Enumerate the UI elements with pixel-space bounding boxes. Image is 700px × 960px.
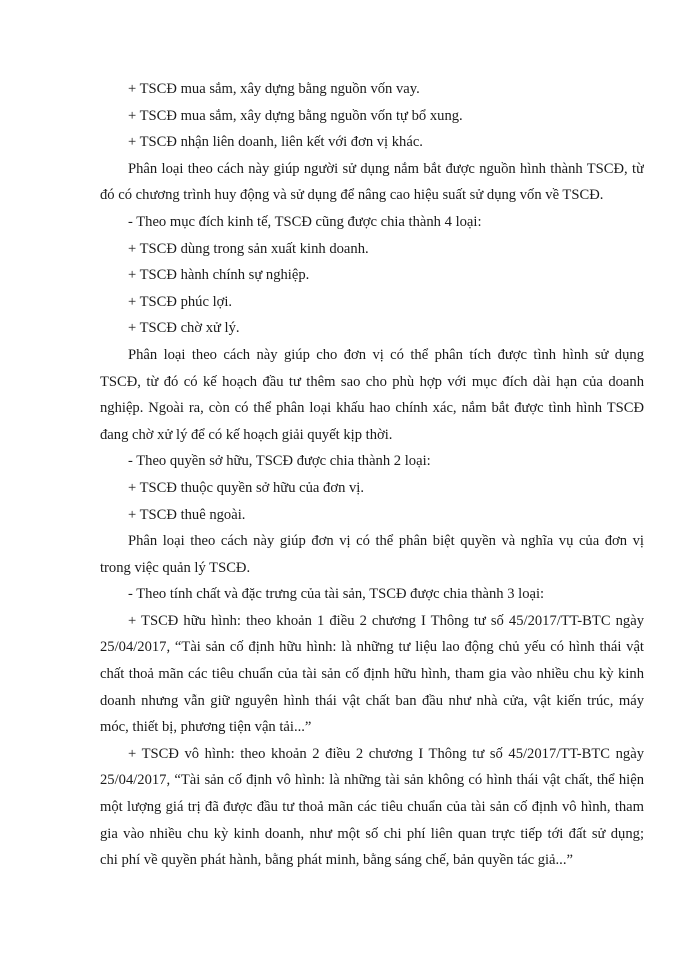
text-line: nghiệp. Ngoài ra, còn có thể phân loại khấu hao chính xác, nắm bắt được tình hình TSCĐ [100,400,644,417]
text-line: + TSCĐ phúc lợi. [128,293,233,310]
text-line: Phân loại theo cách này giúp người sử dụng nắm bắt được nguồn hình thành TSCĐ, từ [128,160,644,177]
text-line: + TSCĐ chờ xử lý. [128,320,240,337]
text-line: Phân loại theo cách này giúp cho đơn vị có thể phân tích được tình hình sử dụng [128,346,644,363]
text-line: đang chờ xử lý để có kế hoạch giải quyết kịp thời. [100,426,393,443]
text-line: + TSCĐ dùng trong sản xuất kinh doanh. [128,240,369,257]
text-line: - Theo mục đích kinh tế, TSCĐ cũng được chia thành 4 loại: [128,213,482,230]
text-line: trong việc quản lý TSCĐ. [100,559,251,576]
text-line: TSCĐ, từ đó có kế hoạch đầu tư thêm sao cho phù hợp với mục đích dài hạn của doanh [100,373,644,390]
text-line: 25/04/2017, “Tài sản cố định hữu hình: là những tư liệu lao động chủ yếu có hình thái vật [100,639,644,656]
text-line: doanh nhưng vẫn giữ nguyên hình thái vật chất ban đầu như nhà cửa, vật kiến trúc, máy [100,692,644,709]
document-page [100,76,644,874]
text-line: + TSCĐ vô hình: theo khoản 2 điều 2 chương I Thông tư số 45/2017/TT-BTC ngày [128,745,644,762]
text-line: + TSCĐ nhận liên doanh, liên kết với đơn vị khác. [128,134,423,151]
text-line: + TSCĐ hành chính sự nghiệp. [128,267,310,284]
text-line: chất thoả mãn các tiêu chuẩn của tài sản cố định hữu hình, tham gia vào nhiều chu kỳ kinh [100,666,644,683]
text-line: - Theo quyền sở hữu, TSCĐ được chia thành 2 loại: [128,453,431,470]
text-line: gia vào nhiều chu kỳ kinh doanh, như một số chi phí liên quan trực tiếp tới đất sử dụng; [100,825,644,842]
text-line: + TSCĐ mua sắm, xây dựng bằng nguồn vốn vay. [128,81,420,97]
text-line: + TSCĐ thuê ngoài. [128,506,246,523]
text-line: - Theo tính chất và đặc trưng của tài sản, TSCĐ được chia thành 3 loại: [128,586,545,603]
text-line: + TSCĐ hữu hình: theo khoản 1 điều 2 chương I Thông tư số 45/2017/TT-BTC ngày [128,612,644,629]
text-line: một lượng giá trị đã được đầu tư thoả mãn các tiêu chuẩn của tài sản cố định vô hình, tham [100,799,644,816]
text-line: Phân loại theo cách này giúp đơn vị có thể phân biệt quyền và nghĩa vụ của đơn vị [128,533,644,550]
text-line: + TSCĐ thuộc quyền sở hữu của đơn vị. [128,479,365,496]
text-line: + TSCĐ mua sắm, xây dựng bằng nguồn vốn tự bổ xung. [128,107,463,124]
text-line: chi phí về quyền phát hành, bằng phát minh, bằng sáng chế, bản quyền tác giả...” [100,852,573,869]
text-line: móc, thiết bị, phương tiện vận tải...” [100,719,312,736]
text-line: đó có chương trình huy động và sử dụng để nâng cao hiệu suất sử dụng vốn về TSCĐ. [100,187,604,204]
text-line: 25/04/2017, “Tài sản cố định vô hình: là những tài sản không có hình thái vật chất, thể hiện [100,772,644,789]
